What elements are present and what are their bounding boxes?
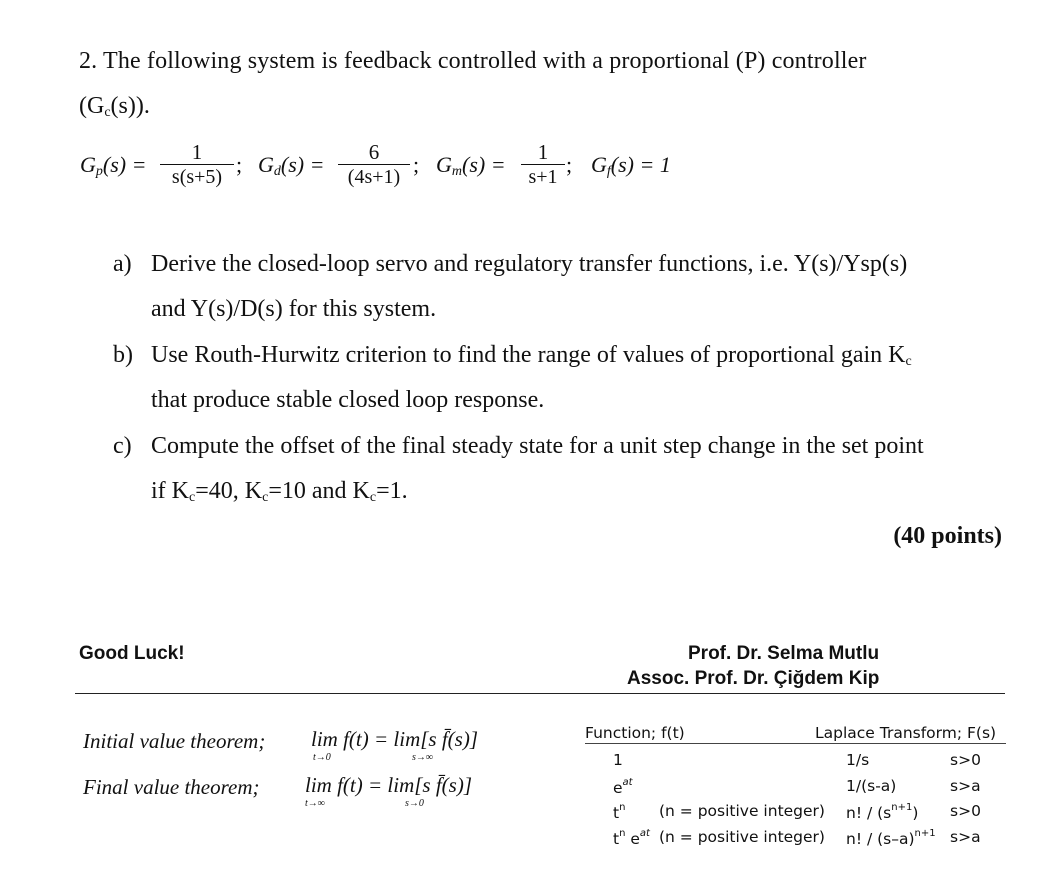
table-row-1-condition: s>0 xyxy=(950,751,981,769)
gd-label: $G_d(s)$ = xyxy=(258,152,325,179)
part-b-letter: b) xyxy=(113,342,133,368)
final-sub-right: s→0 xyxy=(405,798,424,809)
part-a-line2: and Y(s)/D(s) for this system. xyxy=(151,296,437,322)
initial-value-label: Initial value theorem; xyxy=(83,729,266,753)
part-a-letter: a) xyxy=(113,251,132,277)
table-row-4-note: (n = positive integer) xyxy=(659,828,825,846)
gp-numerator: 1 xyxy=(191,140,203,164)
table-row-4-function: $t^n$ $e^{at}$ xyxy=(613,828,650,848)
table-row-4-condition: s>a xyxy=(950,828,981,846)
gd-fraction xyxy=(338,140,410,189)
table-row-3-condition: s>0 xyxy=(950,802,981,820)
gm-numerator: 1 xyxy=(537,140,549,164)
table-header-transform: Laplace Transform; F(s) xyxy=(815,724,997,742)
points-label: (40 points) xyxy=(893,523,1002,549)
footer-divider xyxy=(75,693,1005,694)
initial-value-formula: lim f(t) = lim[s f̄(s)] xyxy=(311,727,479,751)
table-row-3-note: (n = positive integer) xyxy=(659,802,825,820)
initial-sub-left: t→0 xyxy=(313,752,331,763)
part-a-line1: Derive the closed-loop servo and regulatory transfer functions, i.e. Y(s)/Ysp(s) xyxy=(151,251,908,277)
part-c-line2: if $K_c=40$, $K_c=10$ and $K_c=1$. xyxy=(151,478,408,505)
table-row-1-transform: 1/s xyxy=(846,751,870,769)
gd-separator: ; xyxy=(413,152,420,177)
final-value-label: Final value theorem; xyxy=(83,775,260,799)
gd-numerator: 6 xyxy=(368,140,380,164)
table-row-2-transform: 1/(s-a) xyxy=(846,777,897,795)
table-row-4-transform: n! / $(s-a)^{n+1}$ xyxy=(846,828,936,848)
part-c-letter: c) xyxy=(113,433,132,459)
gp-label: $G_p(s)$ = xyxy=(80,152,147,179)
good-luck-text: Good Luck! xyxy=(79,643,185,664)
gm-label: $G_m(s)$ = xyxy=(436,152,506,179)
author-secondary: Assoc. Prof. Dr. Çiğdem Kip xyxy=(627,668,880,689)
table-row-1-function: 1 xyxy=(613,751,623,769)
gf-equation: $G_f(s) = 1$ xyxy=(591,152,671,179)
gm-separator: ; xyxy=(566,152,573,177)
initial-sub-right: s→∞ xyxy=(412,752,434,763)
table-row-3-function: $t^n$ xyxy=(613,802,626,822)
final-value-formula: lim f(t) = lim[s f̄(s)] xyxy=(305,773,473,797)
gm-denominator: s+1 xyxy=(521,164,565,189)
table-row-3-transform: n! / $(s^{n+1})$ xyxy=(846,802,919,822)
gd-denominator: (4s+1) xyxy=(338,164,410,189)
final-sub-left: t→∞ xyxy=(305,798,325,809)
table-row-2-function: $e^{at}$ xyxy=(613,777,633,797)
table-header-function: Function; f(t) xyxy=(585,724,685,742)
gp-fraction xyxy=(160,140,234,189)
part-b-line2: that produce stable closed loop response. xyxy=(151,387,545,413)
table-row-2-condition: s>a xyxy=(950,777,981,795)
author-primary: Prof. Dr. Selma Mutlu xyxy=(688,643,880,664)
gm-fraction xyxy=(521,140,565,189)
gp-denominator: s(s+5) xyxy=(160,164,234,189)
part-b-line1: Use Routh-Hurwitz criterion to find the range of values of proportional gain $K_c$ xyxy=(151,342,912,369)
gp-separator: ; xyxy=(236,152,243,177)
problem-intro-line1: 2. The following system is feedback controlled with a proportional (P) controller xyxy=(79,48,867,74)
table-header-rule xyxy=(585,743,1006,744)
part-c-line1: Compute the offset of the final steady state for a unit step change in the set point xyxy=(151,433,924,459)
problem-intro-line2: $(G_c(s))$. xyxy=(79,93,150,120)
